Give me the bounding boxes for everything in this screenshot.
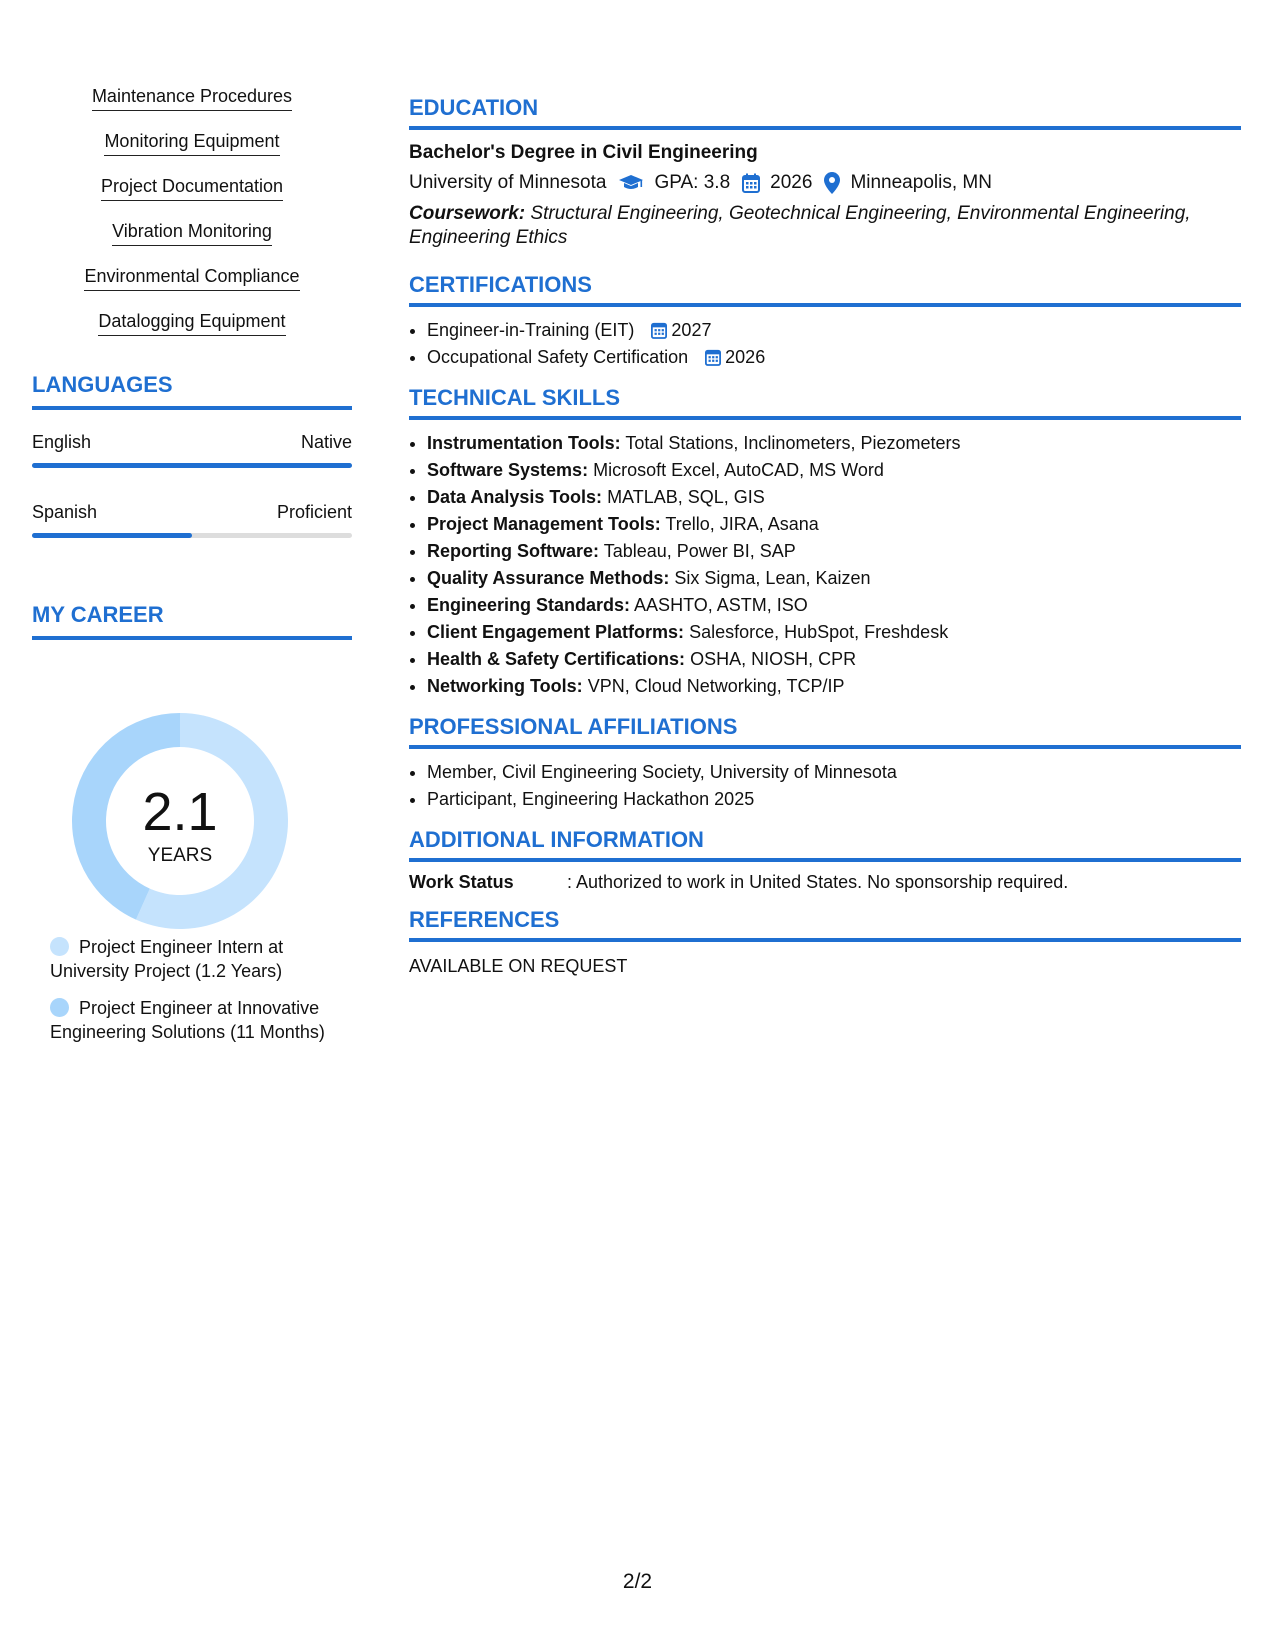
skill-item [32, 131, 352, 176]
affiliations-title: PROFESSIONAL AFFILIATIONS [409, 714, 1241, 749]
right-column [409, 95, 1241, 991]
work-status-row [409, 872, 1241, 893]
career-total-unit: YEARS [147, 845, 213, 866]
language-level: Native [300, 432, 352, 452]
technical-skill-item [427, 646, 1241, 673]
skill-category: Engineering Standards: [427, 595, 631, 615]
page-number: 2/2 [622, 1570, 653, 1593]
skill-item [32, 266, 352, 311]
skill-values: OSHA, NIOSH, CPR [690, 649, 857, 669]
technical-skill-item [427, 673, 1241, 700]
work-status-label: Work Status [409, 872, 514, 892]
graduation-cap-icon [618, 174, 644, 192]
technical-skills-title: TECHNICAL SKILLS [409, 385, 1241, 420]
certification-name: Occupational Safety Certification [427, 347, 689, 367]
skill-values: Trello, JIRA, Asana [665, 514, 819, 534]
school-name: University of Minnesota [409, 172, 607, 193]
career-title: MY CAREER [32, 602, 352, 640]
skill-values: MATLAB, SQL, GIS [607, 487, 765, 507]
certification-item [427, 344, 1241, 371]
language-item [32, 432, 352, 468]
affiliations-list [409, 759, 1241, 813]
skill-category: Reporting Software: [427, 541, 600, 561]
certifications-section [409, 272, 1241, 371]
skill-category: Data Analysis Tools: [427, 487, 603, 507]
skill-category: Quality Assurance Methods: [427, 568, 670, 588]
skill-category: Client Engagement Platforms: [427, 622, 685, 642]
skill-chip: Vibration Monitoring [112, 221, 272, 246]
skill-category: Software Systems: [427, 460, 589, 480]
skill-item [32, 221, 352, 266]
language-bar-fill [32, 463, 352, 468]
skill-chip: Monitoring Equipment [104, 131, 279, 156]
skills-list [32, 86, 352, 356]
language-name: English [32, 432, 92, 452]
technical-skills-list [409, 430, 1241, 700]
legend-dot [50, 937, 69, 956]
legend-dot [50, 998, 69, 1017]
language-name: Spanish [32, 502, 98, 522]
language-level: Proficient [276, 502, 352, 522]
career-donut-chart [68, 709, 292, 933]
skill-values: VPN, Cloud Networking, TCP/IP [587, 676, 845, 696]
languages-title: LANGUAGES [32, 372, 352, 410]
certification-item [427, 317, 1241, 344]
affiliations-section [409, 714, 1241, 813]
skill-values: Microsoft Excel, AutoCAD, MS Word [593, 460, 884, 480]
education-location: Minneapolis, MN [850, 172, 992, 193]
coursework [409, 202, 1241, 250]
degree-title: Bachelor's Degree in Civil Engineering [409, 142, 758, 163]
coursework-list: Structural Engineering, Geotechnical Engineering, Environmental Engineering, Engineering Ethics [409, 203, 1191, 248]
certification-name: Engineer-in-Training (EIT) [427, 320, 635, 340]
skill-chip: Maintenance Procedures [92, 86, 292, 111]
calendar-icon [742, 173, 760, 193]
skill-values: Tableau, Power BI, SAP [603, 541, 796, 561]
skill-chip: Project Documentation [101, 176, 283, 201]
technical-skill-item [427, 511, 1241, 538]
certifications-list [409, 317, 1241, 371]
technical-skill-item [427, 538, 1241, 565]
certification-year: 2027 [671, 320, 712, 340]
calendar-icon [705, 348, 721, 366]
career-section [32, 602, 352, 640]
skill-category: Instrumentation Tools: [427, 433, 621, 453]
technical-skill-item [427, 619, 1241, 646]
certification-year: 2026 [725, 347, 766, 367]
career-total-value: 2.1 [142, 782, 218, 842]
skill-values: Six Sigma, Lean, Kaizen [674, 568, 871, 588]
legend-label: Project Engineer at Innovative Engineering Solutions (11 Months) [50, 998, 325, 1042]
skill-values: Salesforce, HubSpot, Freshdesk [689, 622, 949, 642]
references-title: REFERENCES [409, 907, 1241, 942]
skill-values: Total Stations, Inclinometers, Piezometers [625, 433, 961, 453]
languages-section [32, 372, 352, 538]
references-text: AVAILABLE ON REQUEST [409, 956, 628, 976]
technical-skill-item [427, 592, 1241, 619]
skill-chip: Datalogging Equipment [98, 311, 285, 336]
affiliation-item: • Participant, Engineering Hackathon 2025 [427, 786, 1241, 813]
skill-values: AASHTO, ASTM, ISO [634, 595, 808, 615]
left-column [32, 86, 352, 1042]
skill-chip: Environmental Compliance [84, 266, 299, 291]
skill-item [32, 176, 352, 221]
technical-skills-section [409, 385, 1241, 700]
location-pin-icon [824, 172, 840, 194]
skill-item [32, 86, 352, 131]
education-section [409, 95, 1241, 250]
language-bar [32, 463, 352, 468]
coursework-label: Coursework: [409, 203, 526, 224]
gpa: GPA: 3.8 [654, 172, 731, 193]
references-section [409, 907, 1241, 977]
skill-category: Project Management Tools: [427, 514, 661, 534]
work-status-value: : Authorized to work in United States. No sponsorship required. [567, 872, 1069, 892]
education-meta [409, 172, 1241, 194]
skill-category: Health & Safety Certifications: [427, 649, 686, 669]
language-item [32, 502, 352, 538]
legend-label: Project Engineer Intern at University Project (1.2 Years) [50, 937, 284, 981]
education-title: EDUCATION [409, 95, 1241, 130]
additional-info-title: ADDITIONAL INFORMATION [409, 827, 1241, 862]
calendar-icon [651, 321, 667, 339]
skill-category: Networking Tools: [427, 676, 583, 696]
language-bar [32, 533, 352, 538]
affiliation-item: • Member, Civil Engineering Society, University of Minnesota [427, 759, 1241, 786]
language-bar-fill [32, 533, 192, 538]
skill-item [32, 311, 352, 356]
graduation-year: 2026 [770, 172, 813, 193]
technical-skill-item [427, 565, 1241, 592]
additional-info-section [409, 827, 1241, 893]
career-legend-item [50, 996, 340, 1044]
technical-skill-item [427, 457, 1241, 484]
technical-skill-item [427, 430, 1241, 457]
certifications-title: CERTIFICATIONS [409, 272, 1241, 307]
career-legend-item [50, 935, 340, 983]
technical-skill-item [427, 484, 1241, 511]
